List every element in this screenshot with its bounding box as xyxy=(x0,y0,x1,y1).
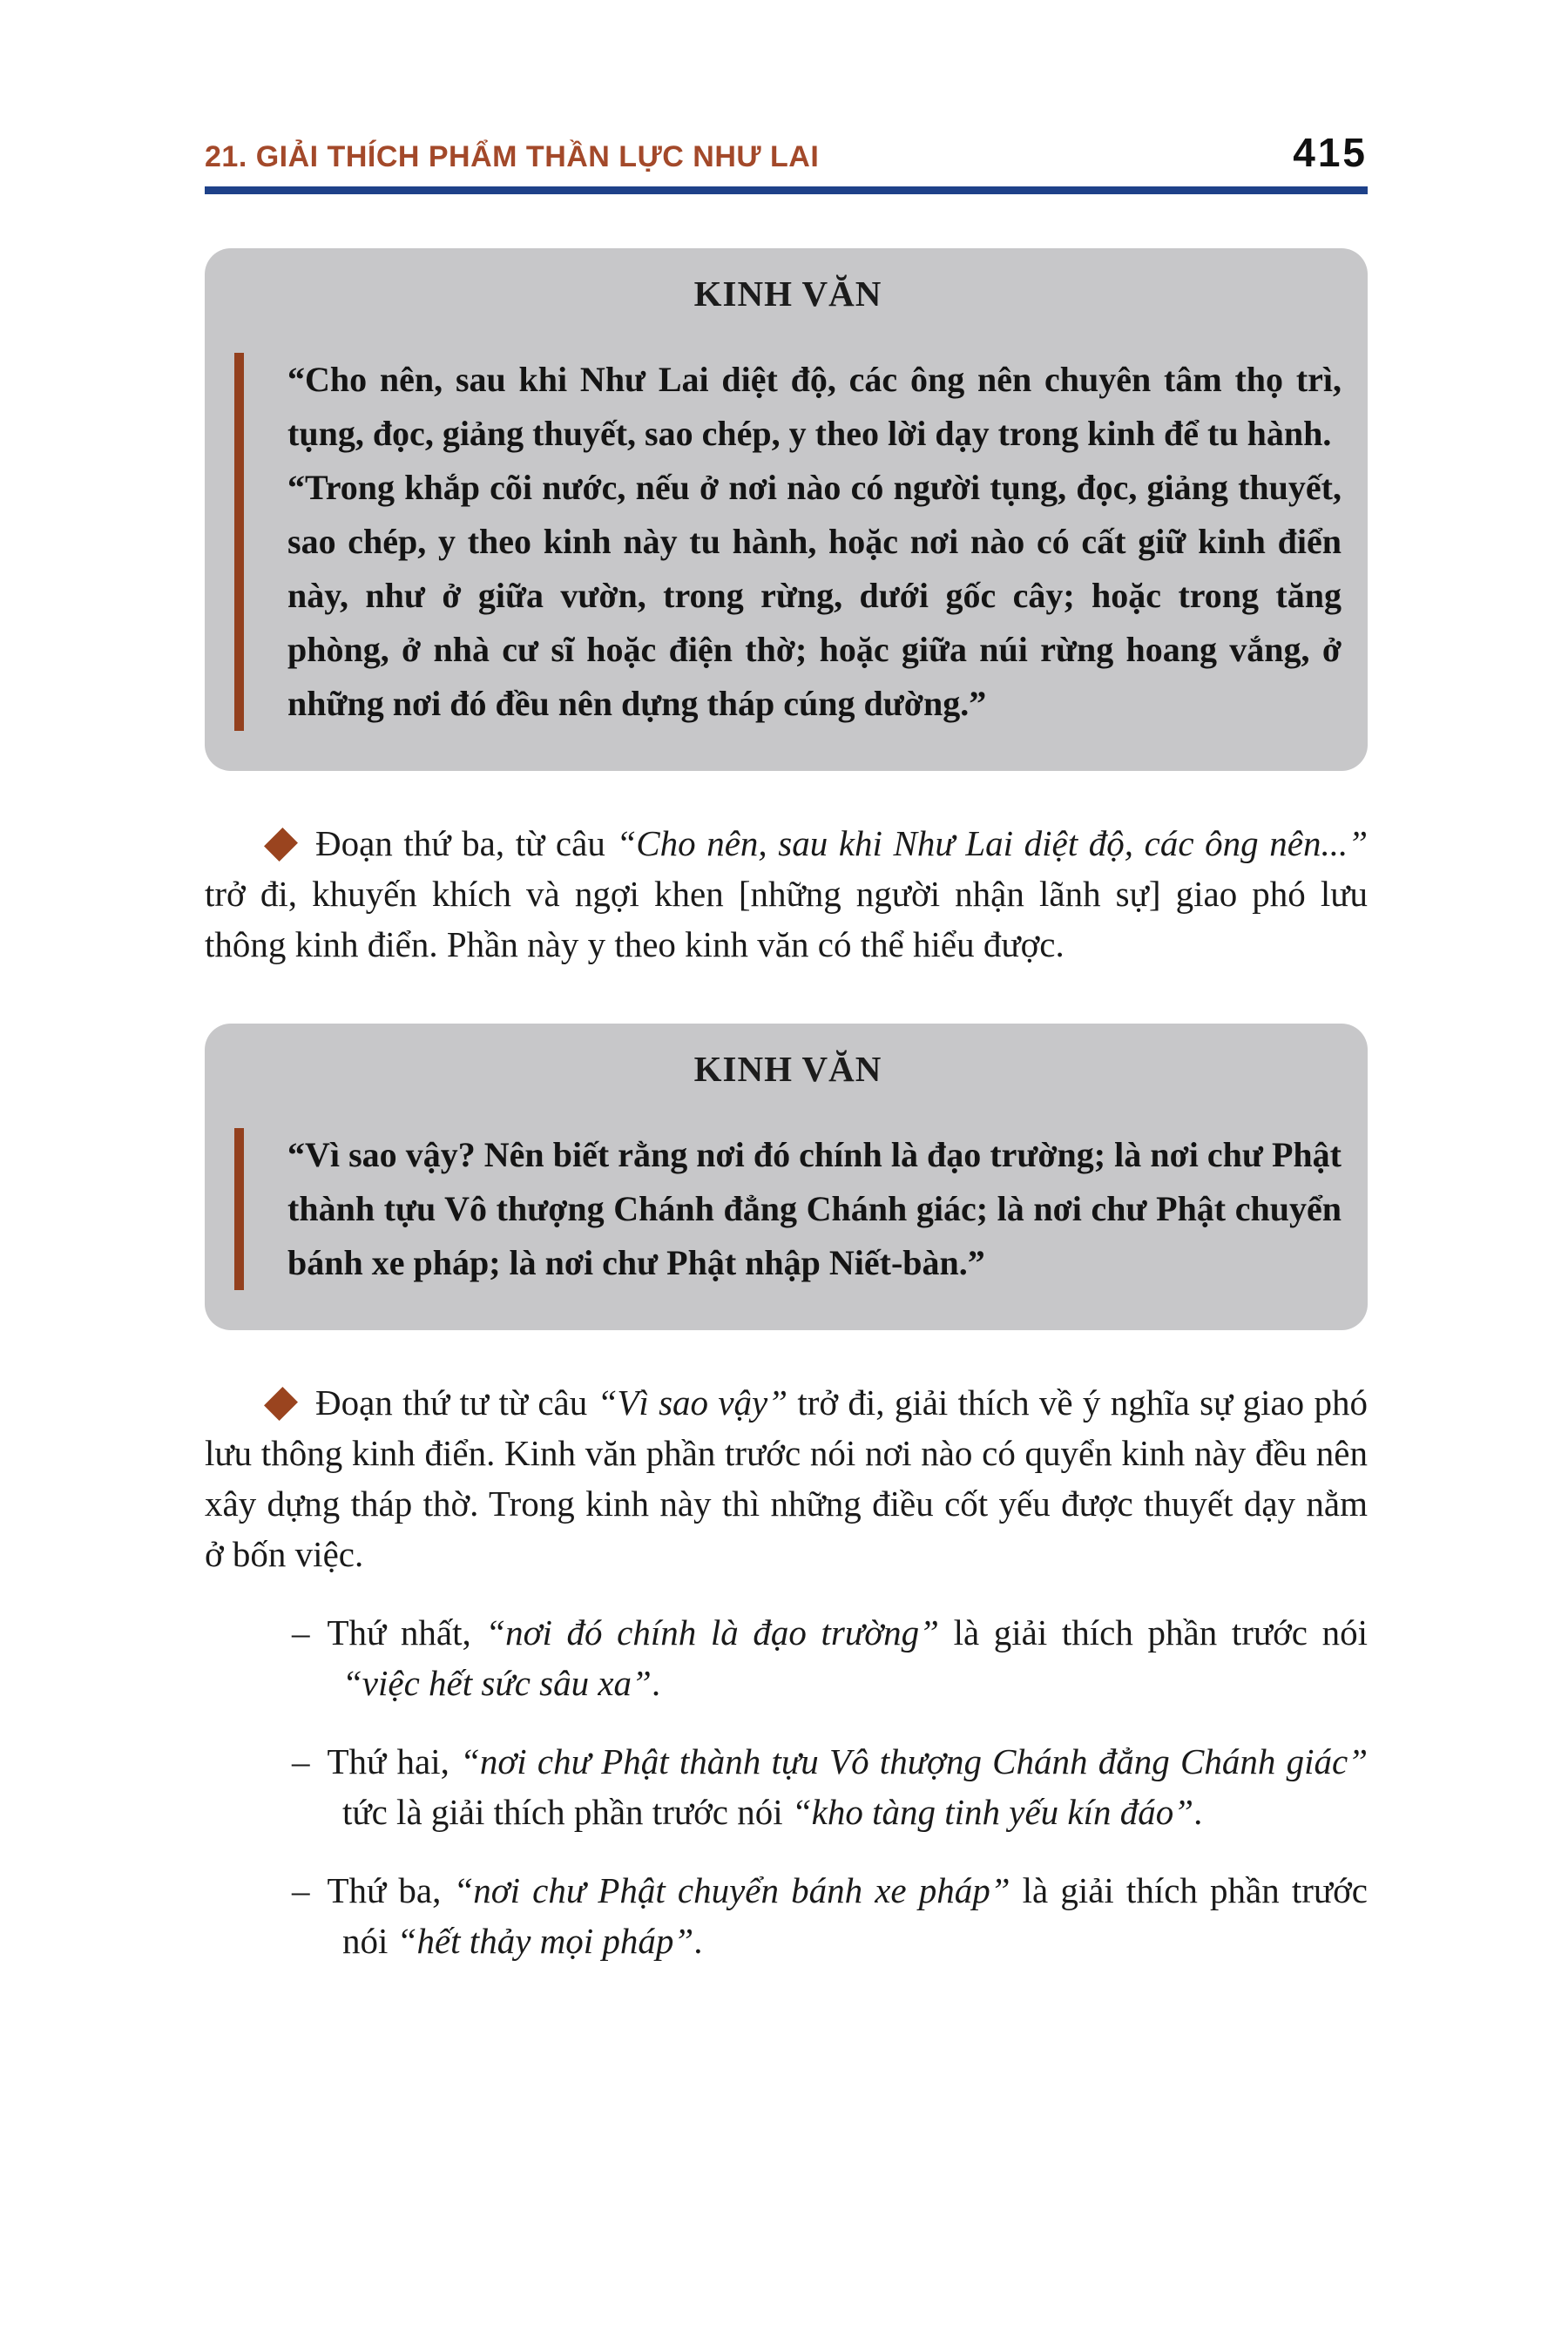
scripture-box-2 xyxy=(205,1024,1368,1330)
scripture-quote-block xyxy=(234,353,1342,731)
commentary-paragraph-1 xyxy=(205,818,1368,970)
commentary-paragraph-2 xyxy=(205,1377,1368,1579)
page-number: 415 xyxy=(1293,130,1368,175)
commentary-text: Đoạn thứ ba, từ câu “Cho nên, sau khi Như Lai diệt độ, các ông nên...” trở đi, khuyến khích và ngợi khen [những người nhận lãnh sự] giao phó lưu thông kinh điển. Phần này y theo kinh văn có thể hiểu được. xyxy=(205,823,1368,964)
header-divider-rule xyxy=(205,186,1368,194)
scripture-box-1 xyxy=(205,248,1368,771)
list-item xyxy=(205,1736,1368,1837)
dash-marker: – xyxy=(292,1870,310,1910)
list-item-text: Thứ hai, “nơi chư Phật thành tựu Vô thượng Chánh đẳng Chánh giác” tức là giải thích phần trước nói “kho tàng tinh yếu kín đáo”. xyxy=(327,1741,1368,1832)
explanation-list xyxy=(205,1607,1368,1966)
scripture-box-title: KINH VĂN xyxy=(693,1049,882,1089)
diamond-bullet-icon xyxy=(264,828,298,862)
commentary-text: Đoạn thứ tư từ câu “Vì sao vậy” trở đi, giải thích về ý nghĩa sự giao phó lưu thông kinh điển. Kinh văn phần trước nói nơi nào có quyển kinh này đều nên xây dựng tháp thờ. Trong kinh này thì những điều cốt yếu được thuyết dạy nằm ở bốn việc. xyxy=(205,1382,1368,1574)
list-item-text: Thứ ba, “nơi chư Phật chuyển bánh xe pháp” là giải thích phần trước nói “hết thảy mọi pháp”. xyxy=(327,1870,1368,1961)
running-header xyxy=(205,129,1368,176)
scripture-box-title: KINH VĂN xyxy=(693,274,882,314)
scripture-quote-block xyxy=(234,1128,1342,1290)
scripture-quote-paragraph: “Trong khắp cõi nước, nếu ở nơi nào có người tụng, đọc, giảng thuyết, sao chép, y theo kinh này tu hành, hoặc nơi nào có cất giữ kinh điển này, như ở giữa vườn, trong rừng, dưới gốc cây; hoặc trong tăng phòng, ở nhà cư sĩ hoặc điện thờ; hoặc giữa núi rừng hoang vắng, ở những nơi đó đều nên dựng tháp cúng dường.” xyxy=(287,468,1342,723)
scripture-quote-paragraph: “Cho nên, sau khi Như Lai diệt độ, các ông nên chuyên tâm thọ trì, tụng, đọc, giảng thuyết, sao chép, y theo lời dạy trong kinh để tu hành. xyxy=(287,360,1342,453)
list-item xyxy=(205,1865,1368,1966)
scripture-quote-paragraph: “Vì sao vậy? Nên biết rằng nơi đó chính là đạo trường; là nơi chư Phật thành tựu Vô thượng Chánh đẳng Chánh giác; là nơi chư Phật chuyển bánh xe pháp; là nơi chư Phật nhập Niết-bàn.” xyxy=(287,1135,1342,1282)
list-item-text: Thứ nhất, “nơi đó chính là đạo trường” là giải thích phần trước nói “việc hết sức sâu xa”. xyxy=(327,1612,1368,1703)
list-item xyxy=(205,1607,1368,1708)
chapter-title: 21. GIẢI THÍCH PHẨM THẦN LỰC NHƯ LAI xyxy=(205,140,820,173)
diamond-bullet-icon xyxy=(264,1387,298,1421)
dash-marker: – xyxy=(292,1741,310,1781)
dash-marker: – xyxy=(292,1612,310,1652)
